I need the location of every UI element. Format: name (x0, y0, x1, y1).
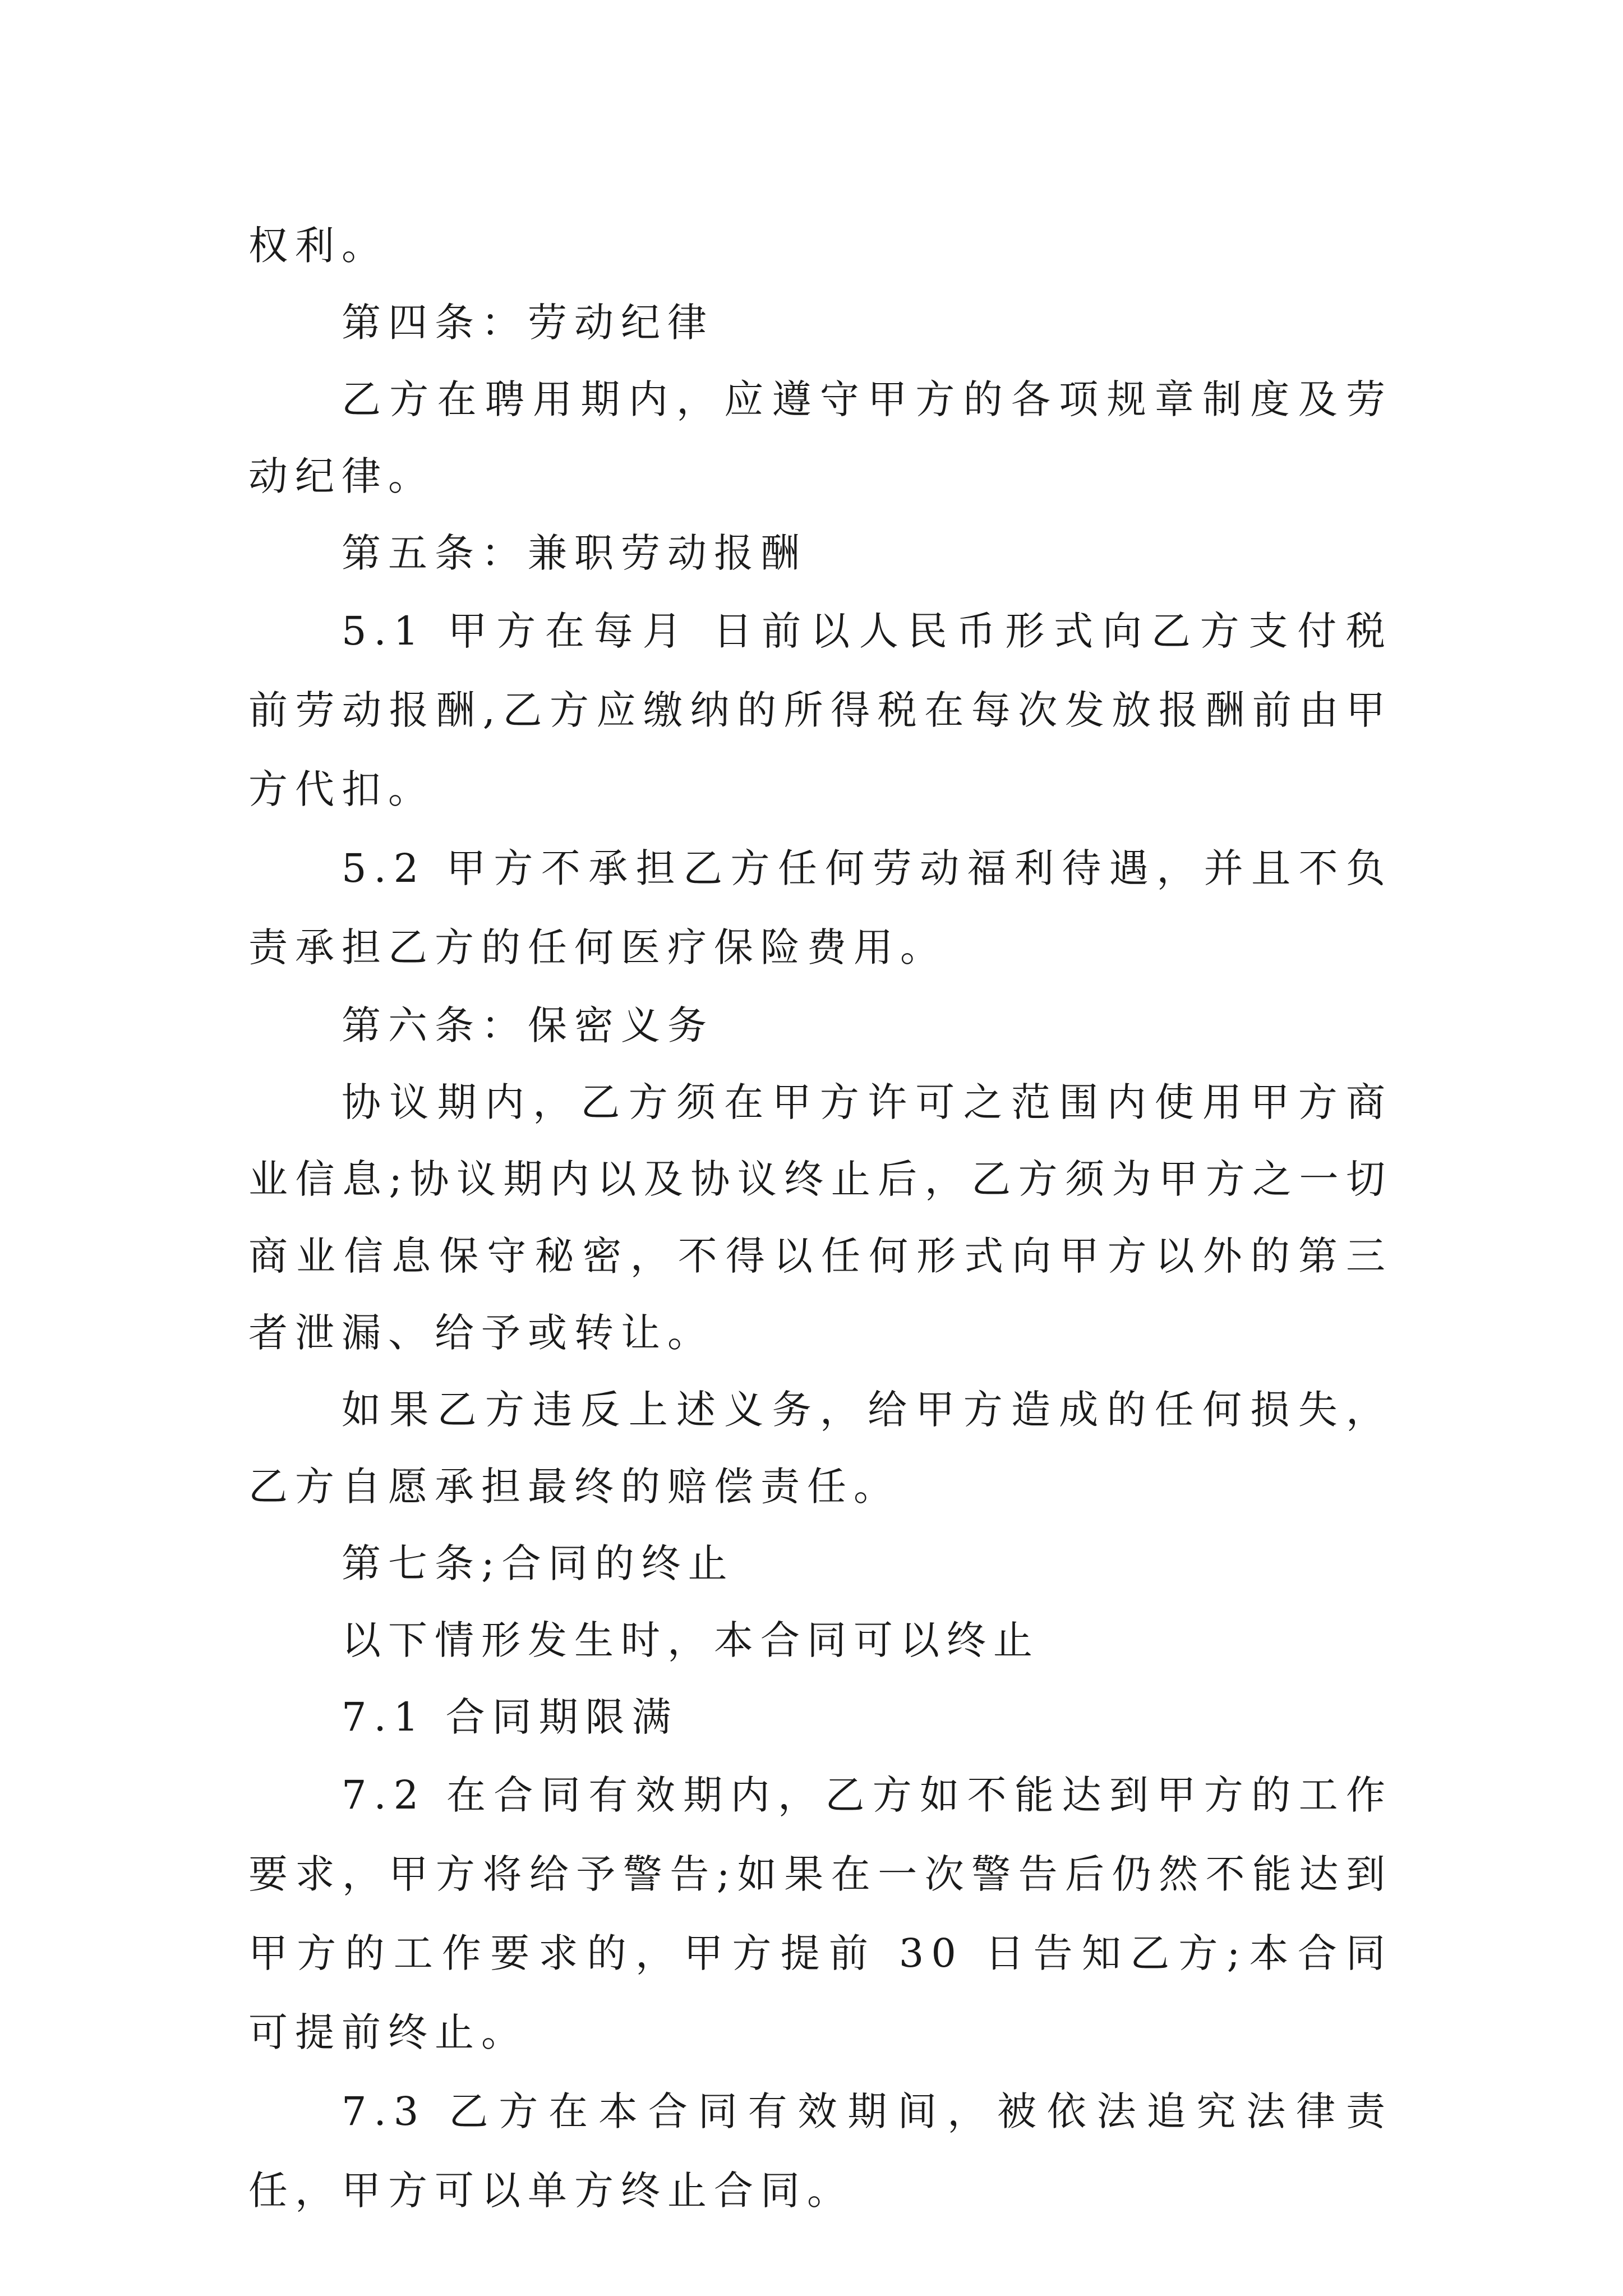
document-body (248, 208, 1393, 2230)
paragraph-5-2: 5.2 甲方不承担乙方任何劳动福利待遇，并且不负责承担乙方的任何医疗保险费用。 (248, 845, 1393, 970)
paragraph-7-1: 7.1 合同期限满 (342, 1694, 679, 1740)
paragraph-discipline: 乙方在聘用期内，应遵守甲方的各项规章制度及劳动纪律。 (248, 376, 1393, 499)
paragraph-termination-intro: 以下情形发生时，本合同可以终止 (342, 1617, 1040, 1663)
paragraph-7-2: 7.2 在合同有效期内，乙方如不能达到甲方的工作要求，甲方将给予警告;如果在一次警告后仍然不能达到甲方的工作要求的，甲方提前 30 日告知乙方;本合同可提前终止。 (248, 1772, 1393, 2055)
paragraph-7-3: 7.3 乙方在本合同有效期间，被依法追究法律责任，甲方可以单方终止合同。 (248, 2088, 1393, 2214)
paragraph-confidentiality: 协议期内，乙方须在甲方许可之范围内使用甲方商业信息;协议期内以及协议终止后，乙方须为甲方之一切商业信息保守秘密，不得以任何形式向甲方以外的第三者泄漏、给予或转让。 (248, 1079, 1393, 1356)
heading-article-5: 第五条：兼职劳动报酬 (342, 530, 807, 576)
heading-article-6: 第六条：保密义务 (342, 1002, 714, 1048)
paragraph-liability: 如果乙方违反上述义务，给甲方造成的任何损失，乙方自愿承担最终的赔偿责任。 (248, 1387, 1393, 1510)
heading-article-7: 第七条;合同的终止 (342, 1540, 735, 1586)
paragraph-rights-end: 权利。 (248, 223, 388, 269)
paragraph-5-1: 5.1 甲方在每月 日前以人民币形式向乙方支付税前劳动报酬,乙方应缴纳的所得税在每次发放报酬前由甲方代扣。 (248, 608, 1393, 812)
heading-article-4: 第四条：劳动纪律 (342, 300, 714, 346)
